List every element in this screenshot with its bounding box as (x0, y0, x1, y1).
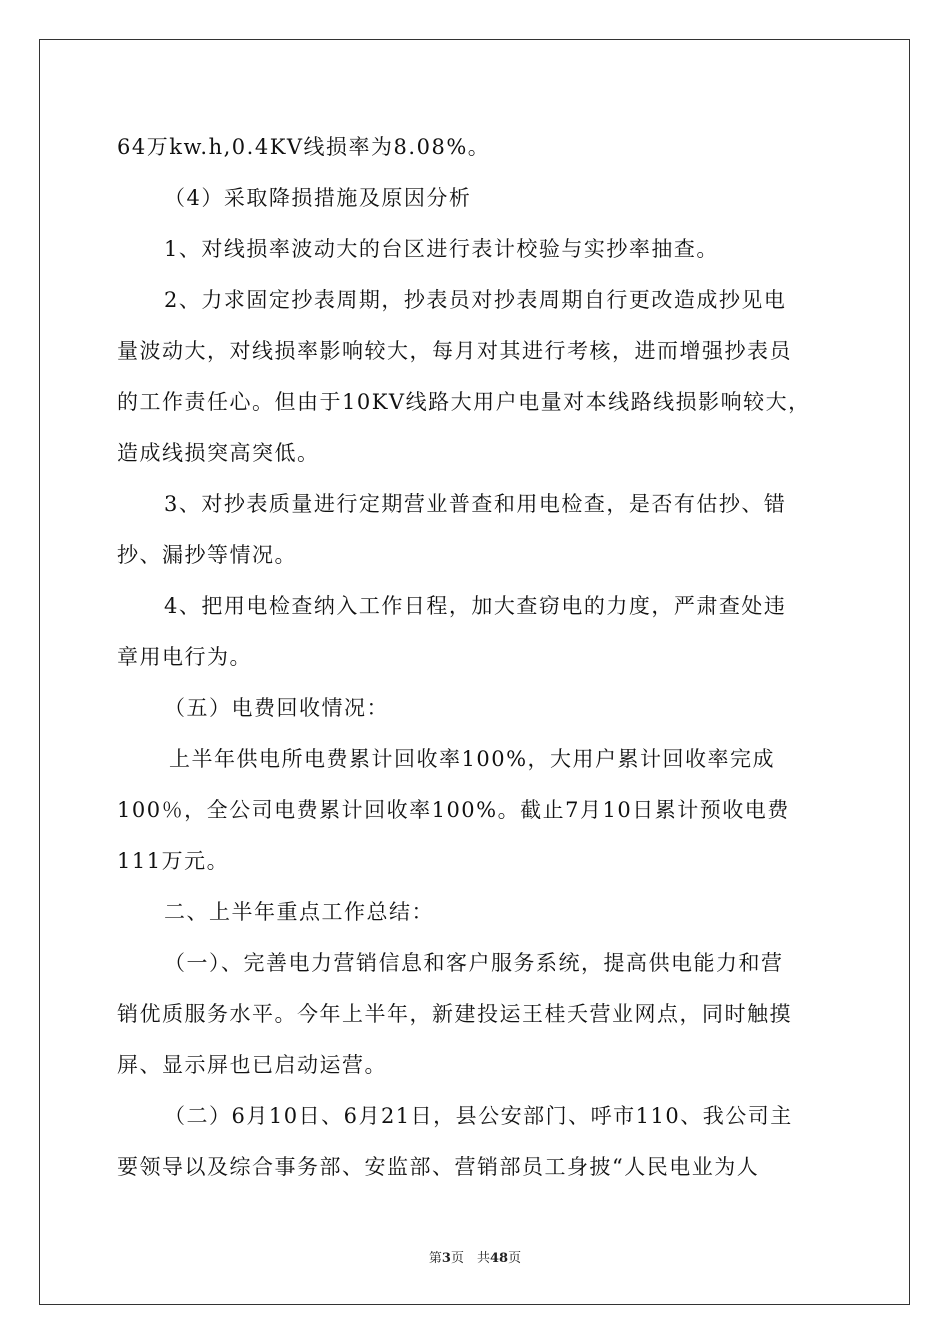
section-heading: 二、上半年重点工作总结： (164, 900, 434, 924)
current-page-number: 3 (441, 1251, 451, 1266)
paragraph-line: 64万kw.h,0.4KV线损率为8.08%。 (117, 135, 491, 159)
section-heading: （4）采取降损措施及原因分析 (164, 186, 472, 210)
paragraph-line: 1、对线损率波动大的台区进行表计校验与实抄率抽查。 (164, 237, 719, 261)
paragraph-line: 章用电行为。 (117, 645, 252, 669)
paragraph-line: 的工作责任心。但由于10KV线路大用户电量对本线路线损影响较大， (117, 390, 811, 414)
paragraph-line: 3、对抄表质量进行定期营业普查和用电检查，是否有估抄、错 (164, 492, 787, 516)
paragraph-line: 抄、漏抄等情况。 (117, 543, 297, 567)
paragraph-line: （一）、完善电力营销信息和客户服务系统，提高供电能力和营 (164, 951, 784, 975)
page-suffix: 页 (508, 1251, 522, 1266)
total-page-count: 48 (489, 1251, 509, 1266)
page-prefix: 第 (428, 1251, 442, 1266)
paragraph-line: 111万元。 (117, 849, 230, 873)
section-heading: （五）电费回收情况： (164, 696, 389, 720)
page-mid: 页 共 (450, 1251, 490, 1266)
page-footer (0, 1247, 950, 1266)
paragraph-line: （二）6月10日、6月21日，县公安部门、呼市110、我公司主 (164, 1104, 793, 1128)
paragraph-line: 量波动大，对线损率影响较大，每月对其进行考核，进而增强抄表员 (117, 339, 792, 363)
paragraph-line: 4、把用电检查纳入工作日程，加大查窃电的力度，严肃查处违 (164, 594, 787, 618)
paragraph-line: 2、力求固定抄表周期，抄表员对抄表周期自行更改造成抄见电 (164, 288, 787, 312)
paragraph-line: 屏、显示屏也已启动运营。 (117, 1053, 387, 1077)
paragraph-line: 销优质服务水平。今年上半年，新建投运王桂夭营业网点，同时触摸 (117, 1002, 792, 1026)
paragraph-line: 100％，全公司电费累计回收率100%。截止7月10日累计预收电费 (117, 798, 790, 822)
paragraph-line: 造成线损突高突低。 (117, 441, 320, 465)
document-body (117, 122, 833, 1193)
paragraph-line: 上半年供电所电费累计回收率100%，大用户累计回收率完成 (169, 747, 776, 771)
paragraph-line: 要领导以及综合事务部、安监部、营销部员工身披“人民电业为人 (117, 1155, 760, 1179)
